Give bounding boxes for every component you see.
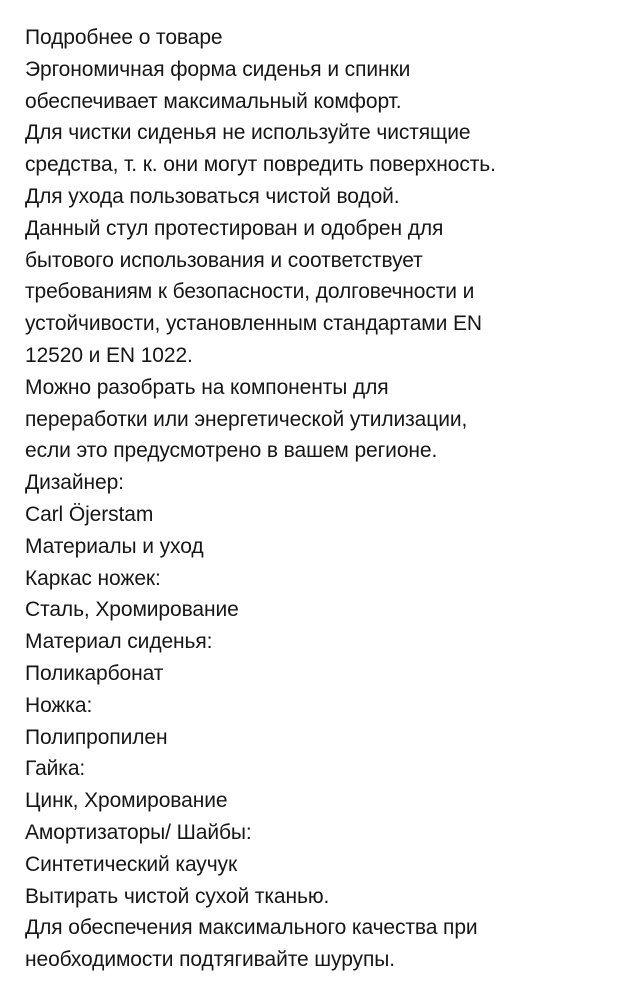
materials-heading: Материалы и уход — [25, 534, 204, 558]
dampers-value: Синтетический каучук — [25, 852, 238, 876]
leg-frame-label: Каркас ножек: — [25, 566, 161, 590]
text-line: обеспечивает максимальный комфорт. — [25, 89, 402, 113]
seat-material-value: Поликарбонат — [25, 661, 164, 685]
seat-material-label: Материал сиденья: — [25, 630, 213, 654]
section-heading: Подробнее о товаре — [25, 26, 223, 49]
care-instruction: Для обеспечения максимального качества при — [25, 916, 478, 940]
text-line: бытового использования и соответствует — [25, 248, 423, 272]
nut-label: Гайка: — [25, 757, 86, 781]
text-line: устойчивости, установленным стандартами EN — [25, 312, 482, 336]
product-details-text — [25, 22, 615, 976]
text-line: Для ухода пользоваться чистой водой. — [25, 184, 400, 208]
text-line: средства, т. к. они могут повредить поверхность. — [25, 153, 496, 177]
foot-value: Полипропилен — [25, 725, 168, 749]
care-instruction: необходимости подтягивайте шурупы. — [25, 948, 395, 972]
text-line: Эргономичная форма сиденья и спинки — [25, 57, 411, 81]
care-instruction: Вытирать чистой сухой тканью. — [25, 884, 330, 908]
text-line: Данный стул протестирован и одобрен для — [25, 216, 444, 240]
nut-value: Цинк, Хромирование — [25, 789, 228, 813]
designer-label: Дизайнер: — [25, 471, 124, 495]
text-line: Для чистки сиденья не используйте чистящие — [25, 121, 471, 145]
designer-name: Carl Öjerstam — [25, 502, 154, 526]
text-line: 12520 и EN 1022. — [25, 343, 193, 367]
text-line: переработки или энергетической утилизации, — [25, 407, 468, 431]
text-line: Можно разобрать на компоненты для — [25, 375, 389, 399]
leg-frame-value: Сталь, Хромирование — [25, 598, 239, 622]
dampers-label: Амортизаторы/ Шайбы: — [25, 820, 252, 844]
text-line: требованиям к безопасности, долговечности и — [25, 280, 475, 304]
text-line: если это предусмотрено в вашем регионе. — [25, 439, 438, 463]
foot-label: Ножка: — [25, 693, 93, 717]
